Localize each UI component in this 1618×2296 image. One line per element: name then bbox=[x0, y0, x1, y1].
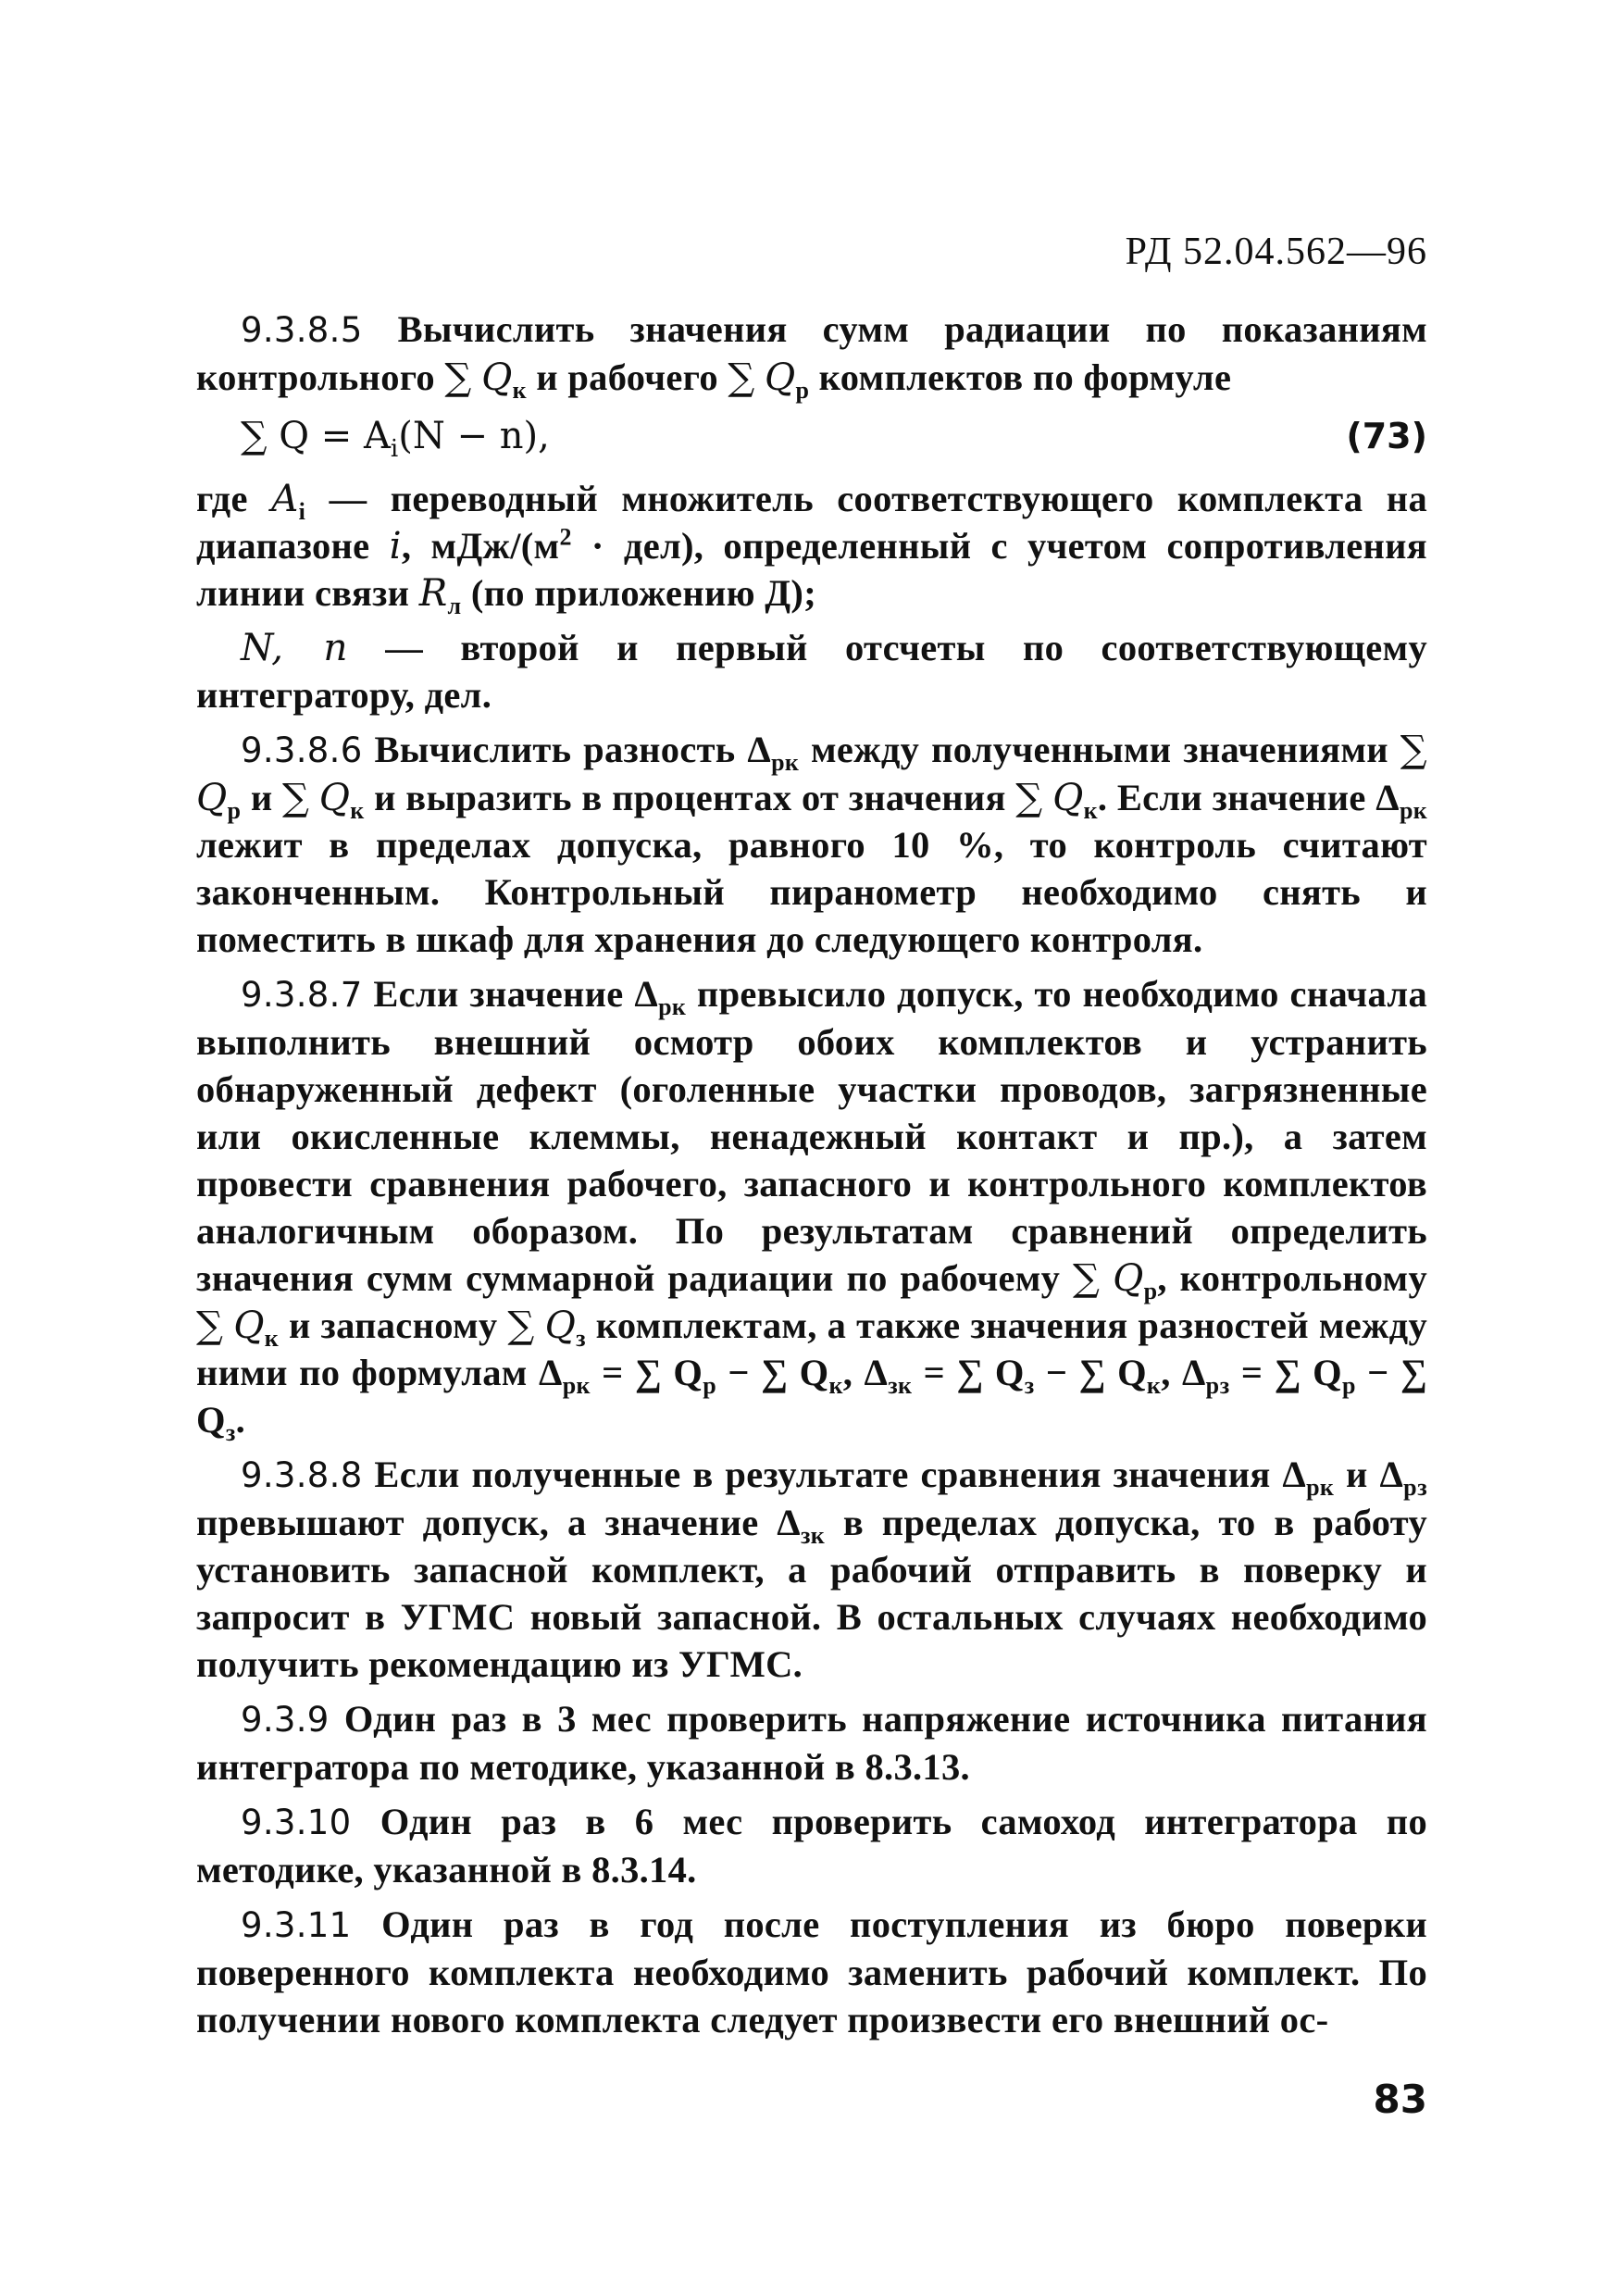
clause-number: 9.3.9 bbox=[241, 1700, 330, 1740]
paragraph-9-3-9: 9.3.9 Один раз в 3 мес проверить напряжение источника питания интегратора по методике, указанной в 8.3.13. bbox=[196, 1698, 1427, 1788]
running-header: РД 52.04.562—96 bbox=[1125, 231, 1427, 273]
paragraph-where-ai: где $A_i$ — переводный множитель соответствующего комплекта на диапазоне i, мДж/$(м^2 \cdot дел)$, определенный с учетом сопротивления линии связи $R_л$ (по приложению Д); bbox=[196, 476, 1427, 620]
paragraph-9-3-10: 9.3.10 Один раз в 6 мес проверить самоход интегратора по методике, указанной в 8.3.14. bbox=[196, 1801, 1427, 1890]
paragraph-9-3-8-5: 9.3.8.5 Вычислить значения сумм радиации по показаниям контрольного ∑ $Q_к$ и рабочего ∑ $Q_р$ комплектов по формуле bbox=[196, 308, 1427, 405]
page-number: 83 bbox=[1373, 2077, 1427, 2122]
clause-number: 9.3.8.7 bbox=[241, 975, 363, 1015]
clause-number: 9.3.8.6 bbox=[241, 730, 363, 770]
paragraph-9-3-11: 9.3.11 Один раз в год после поступления из бюро поверки поверенного комплекта необходимо заменить рабочий комплект. По получении нового комплекта следует произвести его внешний ос- bbox=[196, 1903, 1427, 2040]
equation-number: (73) bbox=[1346, 416, 1427, 456]
document-page bbox=[196, 0, 1427, 2296]
formula-expression: ∑ $Q = A_i(N - n)$, bbox=[241, 415, 550, 463]
paragraph-9-3-8-7: 9.3.8.7 Если значение $\Delta_{рк}$ превысило допуск, то необходимо сначала выполнить внешний осмотр обоих комплектов и устранить обнаруженный дефект (оголенные участки проводов, загрязненные или окисленные клеммы, ненадежный контакт и пр.), а затем провести сравнения рабочего, запасного и контрольного комплектов аналогичным оборазом. По результатам сравнений определить значения сумм суммарной радиации по рабочему ∑ $Q_р$, контрольному ∑ $Q_к$ и запасному ∑ $Q_з$ комплектам, а также значения разностей между ними по формулам $\Delta_{рк}$ = ∑ $Q_р$ − ∑ $Q_к$, $\Delta_{зк}$ = ∑ $Q_з$ − ∑ $Q_к$, $\Delta_{рз}$ = ∑ $Q_р$ − ∑ $Q_з$. bbox=[196, 973, 1428, 1447]
clause-number: 9.3.8.5 bbox=[241, 310, 363, 350]
paragraph-9-3-8-8: 9.3.8.8 Если полученные в результате сравнения значения $\Delta_{рк}$ и $\Delta_{рз}$ превышают допуск, а значение $\Delta_{зк}$ в пределах допуска, то в работу установить запасной комплект, а рабочий отправить в поверку и запросит в УГМС новый запасной. В остальных случаях необходимо получить рекомендацию из УГМС. bbox=[196, 1454, 1427, 1685]
paragraph-where-nn: N, n — второй и первый отсчеты по соответствующему интегратору, дел. bbox=[196, 625, 1427, 716]
clause-number: 9.3.10 bbox=[241, 1803, 352, 1842]
page-body bbox=[196, 306, 1427, 2051]
clause-number: 9.3.11 bbox=[241, 1905, 352, 1945]
clause-number: 9.3.8.8 bbox=[241, 1455, 363, 1495]
paragraph-9-3-8-6: 9.3.8.6 Вычислить разность $\Delta_{рк}$ между полученными значениями ∑ $Q_р$ и ∑ $Q_к$ и выразить в процентах от значения ∑ $Q_к$. Если значение $\Delta_{рк}$ лежит в пределах допуска, равного 10 %, то контроль считают законченным. Контрольный пиранометр необходимо снять и поместить в шкаф для хранения до следующего контроля. bbox=[196, 727, 1428, 960]
formula-73 bbox=[241, 408, 1427, 464]
